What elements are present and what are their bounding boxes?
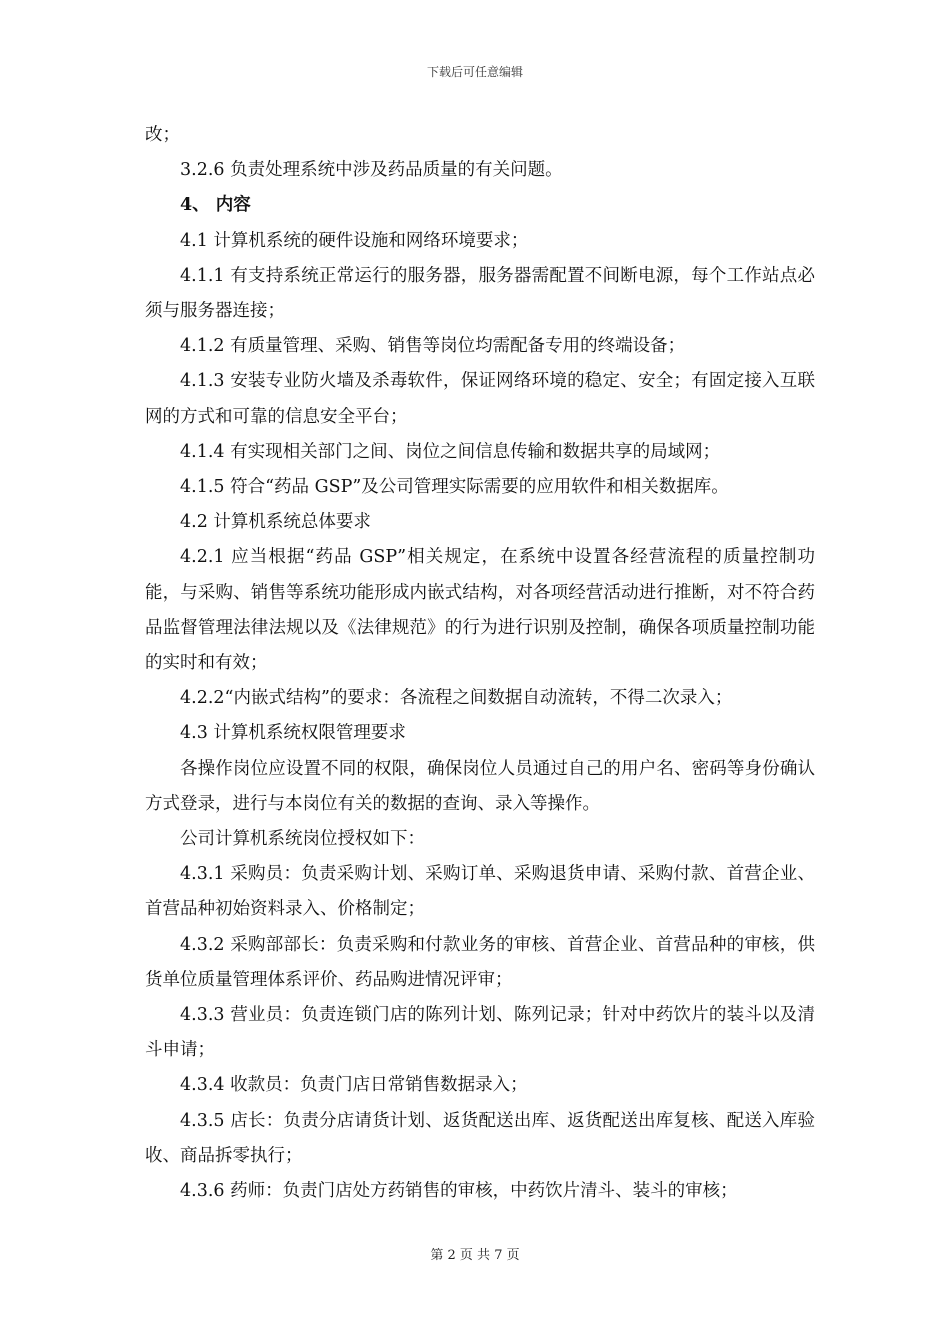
- paragraph: 4.3 计算机系统权限管理要求: [180, 723, 406, 744]
- paragraph: 4.3.4 收款员：负责门店日常销售数据录入；: [180, 1075, 528, 1096]
- paragraph: 4.3.5 店长：负责分店请货计划、返货配送出库、返货配送出库复核、配送入库验收、商品拆零执行；: [145, 1110, 815, 1166]
- paragraph: 4.1 计算机系统的硬件设施和网络环境要求；: [180, 230, 529, 251]
- paragraph: 4.1.5 符合“药品 GSP”及公司管理实际需要的应用软件和相关数据库。: [180, 477, 729, 498]
- paragraph: 4.3.3 营业员：负责连锁门店的陈列计划、陈列记录；针对中药饮片的装斗以及清斗申请；: [145, 1005, 815, 1061]
- paragraph: 3.2.6 负责处理系统中涉及药品质量的有关问题。: [180, 160, 563, 181]
- page-header: 下载后可任意编辑: [426, 65, 523, 79]
- paragraph: 公司计算机系统岗位授权如下：: [180, 829, 425, 850]
- paragraph: 4.3.2 采购部部长：负责采购和付款业务的审核、首营企业、首营品种的审核，供货单位质量管理体系评价、药品购进情况评审；: [145, 934, 815, 990]
- page-footer: 第 2 页 共 7 页: [430, 1248, 520, 1263]
- section-heading: 4、 内容: [180, 195, 251, 216]
- paragraph: 4.1.1 有支持系统正常运行的服务器，服务器需配置不间断电源，每个工作站点必须与服务器连接；: [145, 265, 815, 322]
- paragraph: 4.1.2 有质量管理、采购、销售等岗位均需配备专用的终端设备；: [180, 336, 686, 357]
- paragraph: 4.1.3 安装专业防火墙及杀毒软件，保证网络环境的稳定、安全；有固定接入互联网的方式和可靠的信息安全平台；: [145, 371, 815, 427]
- paragraph: 4.3.1 采购员：负责采购计划、采购订单、采购退货申请、采购付款、首营企业、首营品种初始资料录入、价格制定；: [145, 864, 815, 920]
- paragraph: 4.2.1 应当根据“药品 GSP”相关规定，在系统中设置各经营流程的质量控制功能，与采购、销售等系统功能形成内嵌式结构，对各项经营活动进行推断，对不符合药品监督管理法律法规以及《法律规范》的行为进行识别及控制，确保各项质量控制功能的实时和有效；: [145, 547, 815, 674]
- paragraph: 各操作岗位应设置不同的权限，确保岗位人员通过自己的用户名、密码等身份确认方式登录，进行与本岗位有关的数据的查询、录入等操作。: [145, 758, 815, 814]
- paragraph: 4.2 计算机系统总体要求: [180, 512, 371, 533]
- document-body: [145, 118, 815, 1209]
- paragraph: 4.3.6 药师：负责门店处方药销售的审核，中药饮片清斗、装斗的审核；: [180, 1181, 738, 1202]
- paragraph: 4.1.4 有实现相关部门之间、岗位之间信息传输和数据共享的局域网；: [180, 441, 721, 462]
- paragraph: 4.2.2“内嵌式结构”的要求：各流程之间数据自动流转，不得二次录入；: [180, 688, 733, 709]
- paragraph: 改；: [145, 125, 180, 145]
